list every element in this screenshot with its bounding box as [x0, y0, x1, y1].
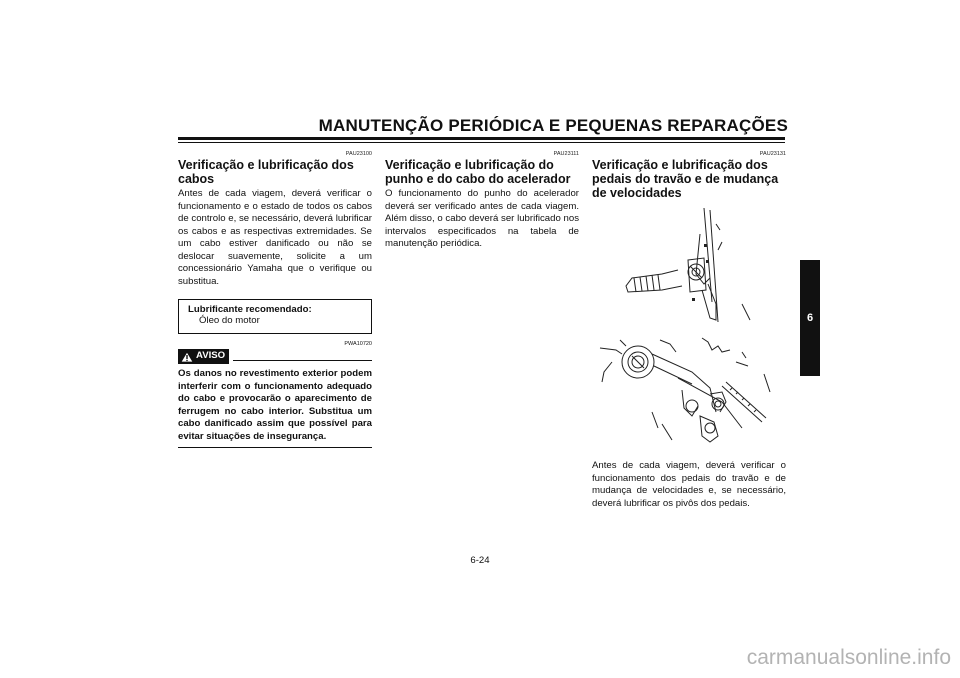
section-body: Antes de cada viagem, deverá verificar o funcionamento e o estado de todos os cabos de controlo e, se necessário, deverá lubrificar os cabos e as respectivas extremidades. Se um cabo estiver danificado ou não se deslocar suavemente, solicite a um concessionário Yamaha que o verifique ou substitua. — [178, 188, 372, 287]
section-body: O funcionamento do punho do acelerador deverá ser verificado antes de cada viagem. Além disso, o cabo deverá ser lubrificado nos intervalos especificados na tabela de manutenção periódica. — [385, 188, 579, 249]
lubricant-box — [178, 299, 372, 334]
warning-line — [233, 360, 372, 361]
page-number: 6-24 — [470, 555, 490, 566]
watermark: carmanualsonline.info — [746, 646, 951, 669]
column-pedals — [592, 150, 786, 510]
page-header-title: MANUTENÇÃO PERIÓDICA E PEQUENAS REPARAÇÕES — [318, 116, 788, 135]
warning-badge — [178, 349, 229, 364]
brake-pedal-illustration — [592, 204, 786, 328]
lubricant-value: Óleo do motor — [199, 315, 260, 326]
section-heading: Verificação e lubrificação dos cabos — [178, 158, 354, 186]
section-heading: Verificação e lubrificação do punho e do cabo do acelerador — [385, 158, 571, 186]
header-rule-thick — [178, 137, 785, 140]
shift-pedal-illustration — [592, 332, 786, 456]
section-code: PAU23100 — [345, 151, 372, 157]
warning-label: AVISO — [196, 350, 226, 362]
column-throttle — [385, 150, 579, 251]
section-code: PAU23131 — [759, 151, 786, 157]
section-code: PAU23111 — [553, 151, 579, 157]
warning-text: Os danos no revestimento exterior podem interferir com o funcionamento adequado do cabo e provocarão o aparecimento de ferrugem no cabo interior. Substitua um cabo danificado assim que possível para evitar situações de insegurança. — [178, 368, 372, 448]
column-cables — [178, 150, 372, 448]
lubricant-label: Lubrificante recomendado: — [188, 304, 312, 315]
warning-code: PWA10720 — [344, 341, 372, 347]
section-heading: Verificação e lubrificação dos pedais do travão e de mudança de velocidades — [592, 158, 779, 200]
chapter-tab: 6 — [800, 260, 820, 376]
section-body: Antes de cada viagem, deverá verificar o funcionamento dos pedais do travão e de mudança de velocidades e, se necessário, deverá lubrificar os pivôs dos pedais. — [592, 460, 786, 509]
header-rule-thin — [178, 142, 785, 143]
warning-triangle-icon — [180, 351, 194, 363]
warning-header — [178, 349, 372, 364]
